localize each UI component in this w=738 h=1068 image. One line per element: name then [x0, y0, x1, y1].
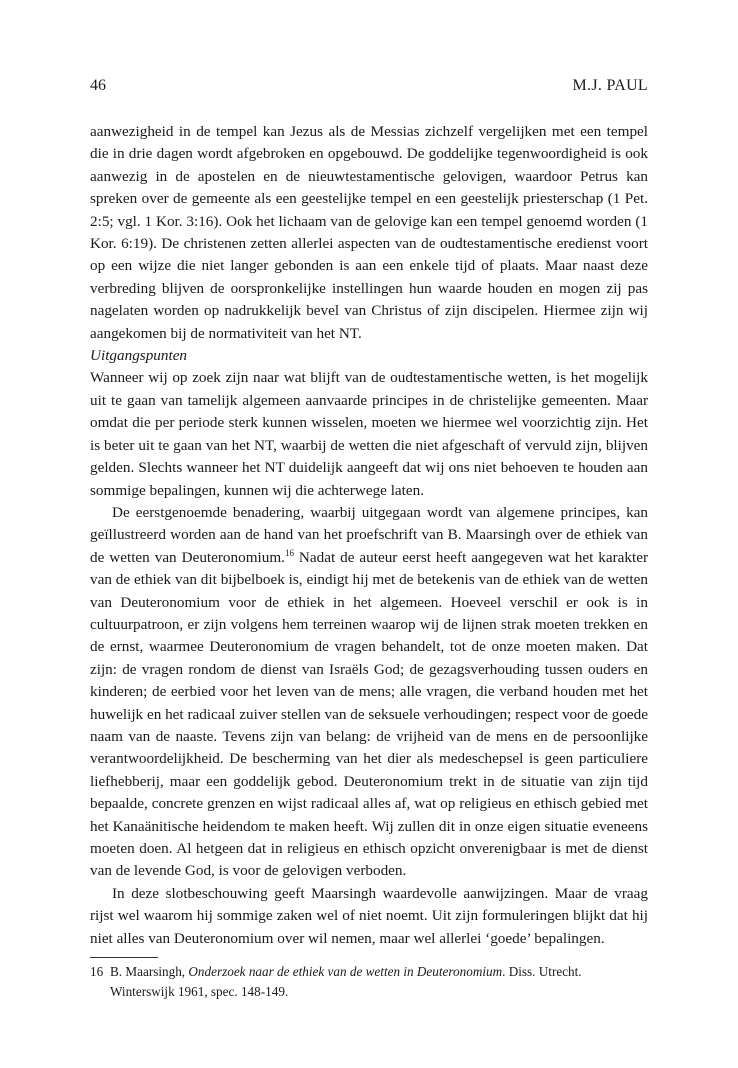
paragraph-4: In deze slotbeschouwing geeft Maarsingh waardevolle aanwijzingen. Maar de vraag rijst wel waarom hij sommige zaken wel of niet noemt. Uit zijn formuleringen blijkt dat hij niet alles van Deuteronomium over wil nemen, maar wel allerlei ‘goede’ bepalingen. — [90, 884, 648, 947]
paragraph-3-part-2: Nadat de auteur eerst heeft aangegeven wat het karakter van de ethiek van dit bijbelboek is, eindigt hij met de betekenis van de ethiek van de wetten van Deuteronomium voor de ethiek in het algemeen. Hoeveel verschil er ook is in cultuurpatroon, er zijn volgens hem terreinen waarop wij de lijnen strak moeten trekken en de ernst, waarmee Deuteronomium de vragen behandelt, tot de onze moeten maken. Dat zijn: de vragen rondom de dienst van Israëls God; de gezagsverhouding tussen ouders en kinderen; de eerbied voor het leven van de mens; alle vragen, die verband houden met het huwelijk en het radicaal zuiver stellen van de seksuele verhoudingen; respect voor de goede naam van de naaste. Tevens zijn van belang: de vrijheid van de mens en de persoonlijke verantwoordelijkheid. De bescherming van het dier als medeschepsel is geen particuliere liefhebberij, maar een goddelijk gebod. Deuteronomium trekt in de situatie van zijn tijd bepaalde, concrete grenzen en wijst radicaal alles af, wat op religieus en ethisch gebied met het Kanaänitische heidendom te maken heeft. Wij zullen dit in onze eigen situatie eveneens moeten doen. Al hetgeen dat in religieus en ethisch opzicht onverenigbaar is met de dienst van de levende God, is voor de gelovigen verboden. — [90, 548, 648, 880]
footnote-title: Onderzoek naar de ethiek van de wetten in Deuteronomium — [188, 964, 503, 979]
footnote-number: 16 — [90, 964, 104, 979]
paragraph-2: Wanneer wij op zoek zijn naar wat blijft van de oudtestamentische wetten, is het mogelijk uit te gaan van tamelijk algemeen aanvaarde principes in de christelijke gemeenten. Maar omdat die per periode sterk kunnen wisselen, moeten we hiermee wel voorzichtig zijn. Het is beter uit te gaan van het NT, waarbij de wetten die niet afgeschaft of vervuld zijn, blijven gelden. Slechts wanneer het NT duidelijk aangeeft dat wij ons niet behoeven te houden aan sommige bepalingen, kunnen wij die achterwege laten. — [90, 369, 648, 499]
paragraph-3-part-1: De eerstgenoemde benadering, waarbij uitgegaan wordt van algemene principes, kan geïllustreerd worden aan de hand van het proefschrift van B. Maarsingh over de ethiek van de wetten van Deuteronomium. — [90, 503, 648, 566]
footnote-divider — [90, 957, 158, 958]
paragraph-3 — [90, 502, 648, 883]
footnote-author: B. Maarsingh, — [110, 964, 189, 979]
page-number: 46 — [90, 77, 106, 94]
footnote-source: . Diss. Utrecht. — [502, 964, 582, 979]
footnote-reference[interactable]: 16 — [284, 547, 294, 558]
running-head: M.J. PAUL — [572, 77, 648, 94]
paragraph-1: aanwezigheid in de tempel kan Jezus als de Messias zichzelf vergelijken met een tempel die in drie dagen wordt afgebroken en opgebouwd. De goddelijke tegenwoordigheid is ook aanwezig in de apostelen en de nieuwtestamentische gelovigen, waardoor Petrus kan spreken over de gemeente als een geestelijke tempel en een geestelijk priesterschap (1 Pet. 2:5; vgl. 1 Kor. 3:16). Ook het lichaam van de gelovige kan een tempel genoemd worden (1 Kor. 6:19). De christenen zetten allerlei aspecten van de oudtestamentische eredienst voort op een wijze die niet langer gebonden is aan een enkele tijd of plaats. Maar naast deze verbreding blijven de oorspronkelijke instellingen hun waarde houden en mogen zij pas nagelaten worden op nadrukkelijk bevel van Christus of zijn discipelen. Hiermee zijn wij aangekomen bij de normativiteit van het NT. — [90, 123, 648, 342]
footnote — [90, 962, 648, 1002]
body-text — [90, 121, 648, 950]
footnote-line-2: Winterswijk 1961, spec. 148-149. — [110, 984, 289, 999]
footnote-line-1 — [90, 962, 648, 982]
section-heading: Uitgangspunten — [90, 347, 188, 365]
